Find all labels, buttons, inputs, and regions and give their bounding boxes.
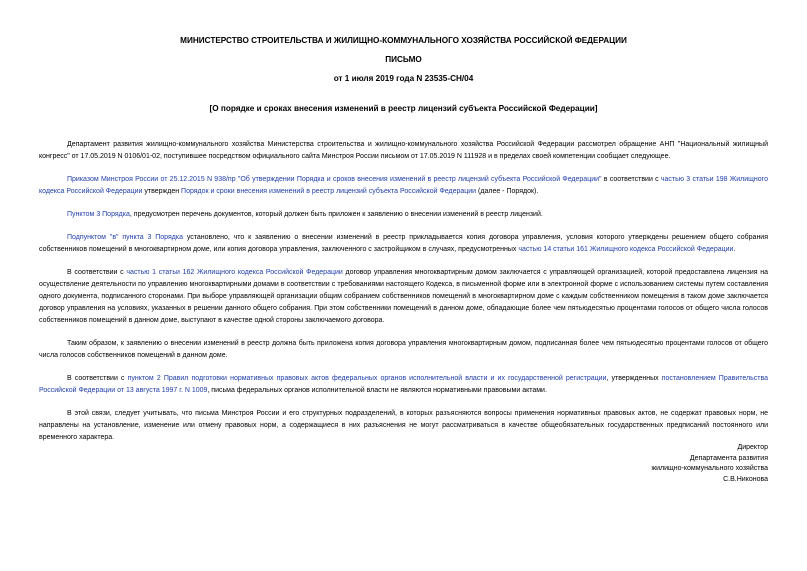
paragraph-2-text-2: утвержден <box>142 188 182 195</box>
paragraph-4 <box>39 232 768 256</box>
link-resolution-1009[interactable]: постановлением Правительства Российской Федерации от 13 августа 1997 г. N 1009 <box>39 375 769 394</box>
paragraph-7-text-0: В соответствии с <box>67 375 128 382</box>
paragraph-4-text-1: установлено, что к заявлению о внесении изменений в реестр прикладывается копия договора управления, условия которого утверждены решением общего собрания собственников помещений в многоквартирном доме, или копия договора управления, заключенного с застройщиком в случаях, предусмотренных <box>39 234 769 253</box>
letter-body <box>39 139 768 455</box>
paragraph-3-text: , предусмотрен перечень документов, который должен быть приложен к заявлению о внесении изменений в реестр лицензий. <box>129 211 543 218</box>
signature-department: Департамента развития <box>689 454 768 462</box>
paragraph-7 <box>39 373 768 397</box>
paragraph-5-text-1: договор управления многоквартирным домом заключается с управляющей организацией, которой предоставлена лицензия на осуществление деятельности по управлению многоквартирными домами в соответствии с требованиями настоящего Кодекса, в письменной форме или в электронной форме с использованием системы путем составления одного документа, подписанного сторонами. При выборе управляющей организации общим собранием собственников помещений в многоквартирном доме с каждым собственником помещения в таком доме заключается договор управления на условиях, указанных в решении данного общего собрания. При этом собственники помещений в данном доме, обладающие более чем пятьюдесятью процентами голосов от общего числа голосов собственников помещений в данном доме, выступают в качестве одной стороны заключаемого договора. <box>39 269 768 324</box>
paragraph-2-text-3: (далее - Порядок). <box>476 188 539 195</box>
link-order-938[interactable]: Приказом Минстроя России от 25.12.2015 N 938/пр "Об утверждении Порядка и сроков внесения изменений в реестр лицензий субъекта Российской Федерации" <box>67 176 602 183</box>
paragraph-5 <box>39 267 768 327</box>
paragraph-2 <box>39 174 768 198</box>
paragraph-3 <box>39 209 768 221</box>
link-subclause-v[interactable]: Подпунктом "в" пункта 3 Порядка <box>67 234 183 241</box>
link-article-198[interactable]: частью 3 статьи 198 Жилищного кодекса Российской Федерации <box>39 176 768 195</box>
signature-department-2: жилищно-коммунального хозяйства <box>651 465 768 472</box>
link-clause-3[interactable]: Пунктом 3 Порядка <box>67 211 130 218</box>
paragraph-1: Департамент развития жилищно-коммунального хозяйства Министерства строительства и жилищно-коммунального хозяйства Российской Федерации рассмотрел обращение АНП "Национальный жилищный конгресс" от 17.05.2019 N 0106/01-02, поступившее посредством официального сайта Минстроя России письмом от 17.05.2019 N 111928 и в пределах своей компетенции сообщает следующее. <box>39 141 768 160</box>
document-subject: [О порядке и сроках внесения изменений в реестр лицензий субъекта Российской Федерации] <box>209 104 598 113</box>
link-rules-clause-2[interactable]: пунктом 2 Правил подготовки нормативных правовых актов федеральных органов исполнительной власти и их государственной регистрации <box>127 375 607 382</box>
signature-name: С.В.Никонова <box>723 475 768 483</box>
document-type: ПИСЬМО <box>385 55 422 64</box>
signature-title: Директор <box>737 444 768 451</box>
signature-block <box>651 443 768 485</box>
paragraph-8: В этой связи, следует учитывать, что письма Минстроя России и его структурных подразделений, в которых разъясняются вопросы применения нормативных правовых актов, не содержат правовых норм, не направлены на установление, изменение или отмену правовых норм, а содержащиеся в них разъяснения не могут рассматриваться в качестве общеобязательных государственных предписаний постоянного или временного характера. <box>39 410 768 441</box>
link-article-161[interactable]: частью 14 статьи 161 Жилищного кодекса Российской Федерации <box>518 246 734 253</box>
paragraph-6: Таким образом, к заявлению о внесении изменений в реестр должна быть приложена копия договора управления многоквартирным домом, подписанная более чем пятьюдесятью процентами голосов от общего числа голосов собственников помещений в данном доме. <box>39 340 768 359</box>
paragraph-7-text-2: , письма федеральных органов исполнительной власти не являются нормативными правовыми актами. <box>207 387 547 394</box>
document-date-number: от 1 июля 2019 года N 23535-СН/04 <box>333 74 474 83</box>
link-procedure[interactable]: Порядок и сроки внесения изменений в реестр лицензий субъекта Российской Федерации <box>181 188 477 195</box>
paragraph-4-text-2: . <box>733 246 736 253</box>
paragraph-5-text-0: В соответствии с <box>67 269 127 276</box>
ministry-heading: МИНИСТЕРСТВО СТРОИТЕЛЬСТВА И ЖИЛИЩНО-КОММУНАЛЬНОГО ХОЗЯЙСТВА РОССИЙСКОЙ ФЕДЕРАЦИИ <box>180 36 627 45</box>
paragraph-2-text-1: в соответствии с <box>601 176 661 183</box>
paragraph-7-text-1: , утвержденных <box>606 375 662 382</box>
link-article-162[interactable]: частью 1 статьи 162 Жилищного кодекса Российской Федерации <box>126 269 343 276</box>
